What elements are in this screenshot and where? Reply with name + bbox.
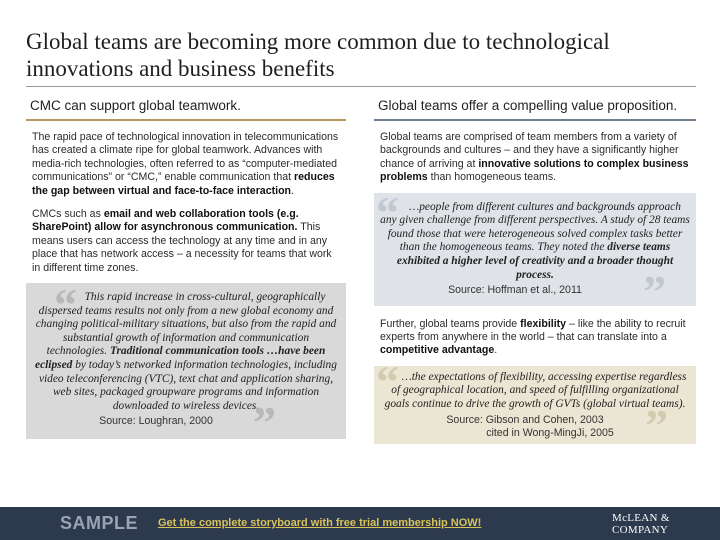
left-quote-text	[32, 291, 340, 413]
left-paragraph-2	[26, 208, 346, 275]
body-text: .	[291, 184, 294, 197]
right-paragraph-2	[374, 318, 696, 358]
body-text: CMCs such as	[32, 208, 104, 221]
body-text: This means users can access the technology at any time and in any place that has network access – a necessity for teams that work in different time zones.	[32, 221, 332, 274]
emphasis-text: flexibility	[520, 317, 567, 330]
right-column	[374, 97, 696, 452]
logo-line-1: McLEAN &	[612, 512, 670, 524]
left-column-heading: CMC can support global teamwork.	[26, 97, 346, 121]
body-text: by today’s networked information technologies, including video teleconferencing (VTC), text chat and application sharing, web sites, packaged groupware programs and information downloaded to wireless devices.	[38, 359, 337, 412]
right-quote-1-source: Source: Hoffman et al., 2011	[448, 284, 582, 297]
sample-watermark: SAMPLE	[60, 513, 139, 533]
logo-line-2: COMPANY	[612, 524, 669, 536]
right-quote-2-source-line-2: cited in Wong-MingJi, 2005	[486, 427, 614, 439]
page-title: Global teams are becoming more common due to technological innovations and business benefits	[26, 29, 610, 81]
emphasis-text: email and web collaboration tools (e.g. SharePoint) allow for asynchronous communication.	[32, 208, 299, 234]
left-quote-box	[26, 279, 346, 448]
body-text: – like the ability to recruit experts from anywhere in the world – that can translate into a	[380, 317, 686, 343]
open-quote-icon: “	[376, 186, 399, 238]
body-text: .	[494, 344, 498, 357]
emphasis-text: competitive advantage	[380, 344, 495, 357]
body-text: The rapid pace of technological innovation in telecommunications has created a climate ripe for global teamwork. Advances with media-rich technologies, often referred to as “computer-mediated communications” or “CMC,” enable communication that	[32, 131, 339, 184]
body-text: than homogeneous teams.	[427, 171, 557, 184]
title-divider	[26, 86, 696, 87]
body-text: …people from different cultures and backgrounds approach any given challenge from different perspectives. A study of 28 teams found those that were heterogeneous solved complex tasks better than the homogeneous teams. They noted the	[380, 200, 690, 254]
left-paragraph-1	[26, 131, 346, 198]
body-text: …the expectations of flexibility, accessing expertise regardless of geographical location, and speed of fulfilling organizational goals continue to drive the growth of GVTs (global virtual teams).	[384, 370, 687, 410]
right-quote-2-text	[380, 371, 690, 412]
emphasis-text: Traditional communication tools …have been eclipsed	[35, 345, 326, 372]
emphasis-text: innovative solutions to complex business problems	[380, 157, 689, 184]
body-text: Further, global teams provide	[380, 317, 521, 330]
body-text: This rapid increase in cross-cultural, geographically dispersed teams results not only from a new global economy and changing political-military situations, but also from the rapid and substantial growth of information and communication technologies.	[35, 291, 337, 358]
right-quote-box-1	[374, 186, 696, 317]
free-trial-link[interactable]: Get the complete storyboard with free trial membership NOW!	[158, 517, 482, 529]
left-column	[26, 97, 346, 448]
emphasis-text: diverse teams exhibited a higher level of creativity and a broader thought process.	[396, 241, 674, 281]
body-text: Global teams are comprised of team members from a variety of backgrounds and cultures – and they have a significantly higher chance of arriving at	[380, 131, 679, 170]
open-quote-icon: “	[54, 279, 77, 331]
right-paragraph-1	[374, 131, 696, 185]
footer-bar	[0, 507, 720, 540]
right-column-heading: Global teams offer a compelling value proposition.	[374, 97, 696, 121]
right-quote-box-2	[374, 355, 696, 452]
close-quote-icon: ”	[643, 265, 666, 317]
emphasis-text: reduces the gap between virtual and face-to-face interaction	[32, 171, 335, 197]
open-quote-icon: “	[376, 355, 399, 407]
left-quote-source: Source: Loughran, 2000	[99, 415, 213, 428]
company-logo	[612, 512, 696, 536]
right-quote-2-source-line-1: Source: Gibson and Cohen, 2003	[446, 413, 604, 426]
close-quote-icon: ”	[645, 400, 668, 452]
close-quote-icon: ”	[253, 396, 276, 448]
